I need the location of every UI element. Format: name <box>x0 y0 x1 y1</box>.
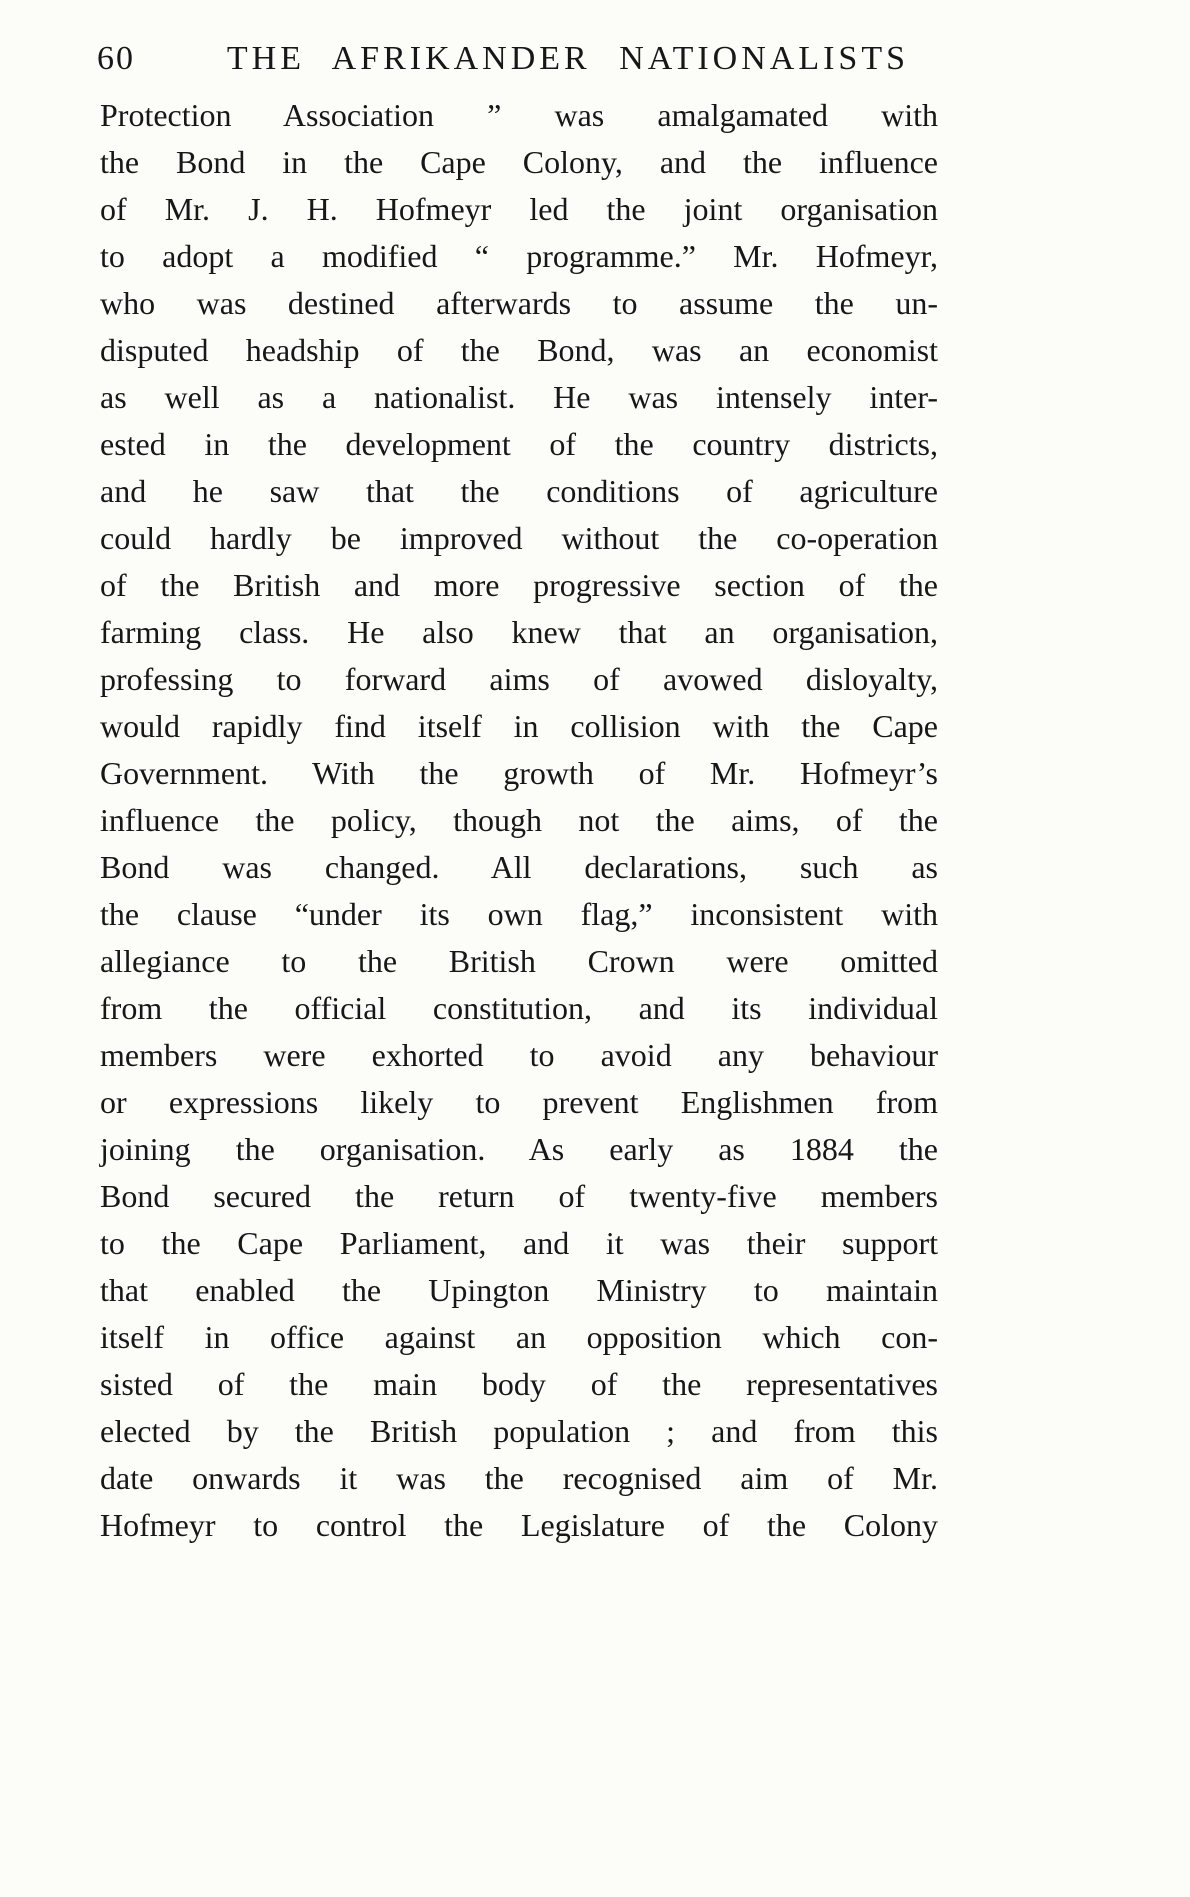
text-line: allegiance to the British Crown were omitted <box>100 943 938 979</box>
text-line: sisted of the main body of the representatives <box>100 1366 938 1402</box>
text-line: disputed headship of the Bond, was an economist <box>100 332 938 368</box>
page-number: 60 <box>97 40 135 77</box>
text-line: who was destined afterwards to assume the un- <box>100 285 938 321</box>
text-line: to the Cape Parliament, and it was their support <box>100 1225 938 1261</box>
text-line: Bond was changed. All declarations, such as <box>100 849 938 885</box>
text-line: of Mr. J. H. Hofmeyr led the joint organisation <box>100 191 938 227</box>
text-line: of the British and more progressive section of the <box>100 567 938 603</box>
text-line: influence the policy, though not the aims, of the <box>100 802 938 838</box>
text-line: or expressions likely to prevent Englishmen from <box>100 1084 938 1120</box>
text-line: the Bond in the Cape Colony, and the influence <box>100 144 938 180</box>
text-line: and he saw that the conditions of agriculture <box>100 473 938 509</box>
text-line: elected by the British population ; and from this <box>100 1413 938 1449</box>
text-line: farming class. He also knew that an organisation, <box>100 614 938 650</box>
running-title: THE AFRIKANDER NATIONALISTS <box>226 40 909 77</box>
text-line: joining the organisation. As early as 1884 the <box>100 1131 938 1167</box>
text-line: the clause “under its own flag,” inconsistent with <box>100 896 938 932</box>
text-line: members were exhorted to avoid any behaviour <box>100 1037 938 1073</box>
text-line: date onwards it was the recognised aim of Mr. <box>100 1460 938 1496</box>
text-line: Hofmeyr to control the Legislature of the Colony <box>100 1507 938 1543</box>
text-line: could hardly be improved without the co-operation <box>100 520 938 556</box>
text-line: Bond secured the return of twenty-five members <box>100 1178 938 1214</box>
running-header <box>97 40 909 78</box>
text-line: itself in office against an opposition which con- <box>100 1319 938 1355</box>
text-line: would rapidly find itself in collision with the Cape <box>100 708 938 744</box>
text-line: professing to forward aims of avowed disloyalty, <box>100 661 938 697</box>
text-line: Government. With the growth of Mr. Hofmeyr’s <box>100 755 938 791</box>
text-line: Protection Association ” was amalgamated with <box>100 97 938 133</box>
page-body <box>100 92 938 1549</box>
text-line: that enabled the Upington Ministry to maintain <box>100 1272 938 1308</box>
text-line: ested in the development of the country districts, <box>100 426 938 462</box>
text-line: as well as a nationalist. He was intensely inter- <box>100 379 938 415</box>
text-line: from the official constitution, and its individual <box>100 990 938 1026</box>
text-line: to adopt a modified “ programme.” Mr. Hofmeyr, <box>100 238 938 274</box>
